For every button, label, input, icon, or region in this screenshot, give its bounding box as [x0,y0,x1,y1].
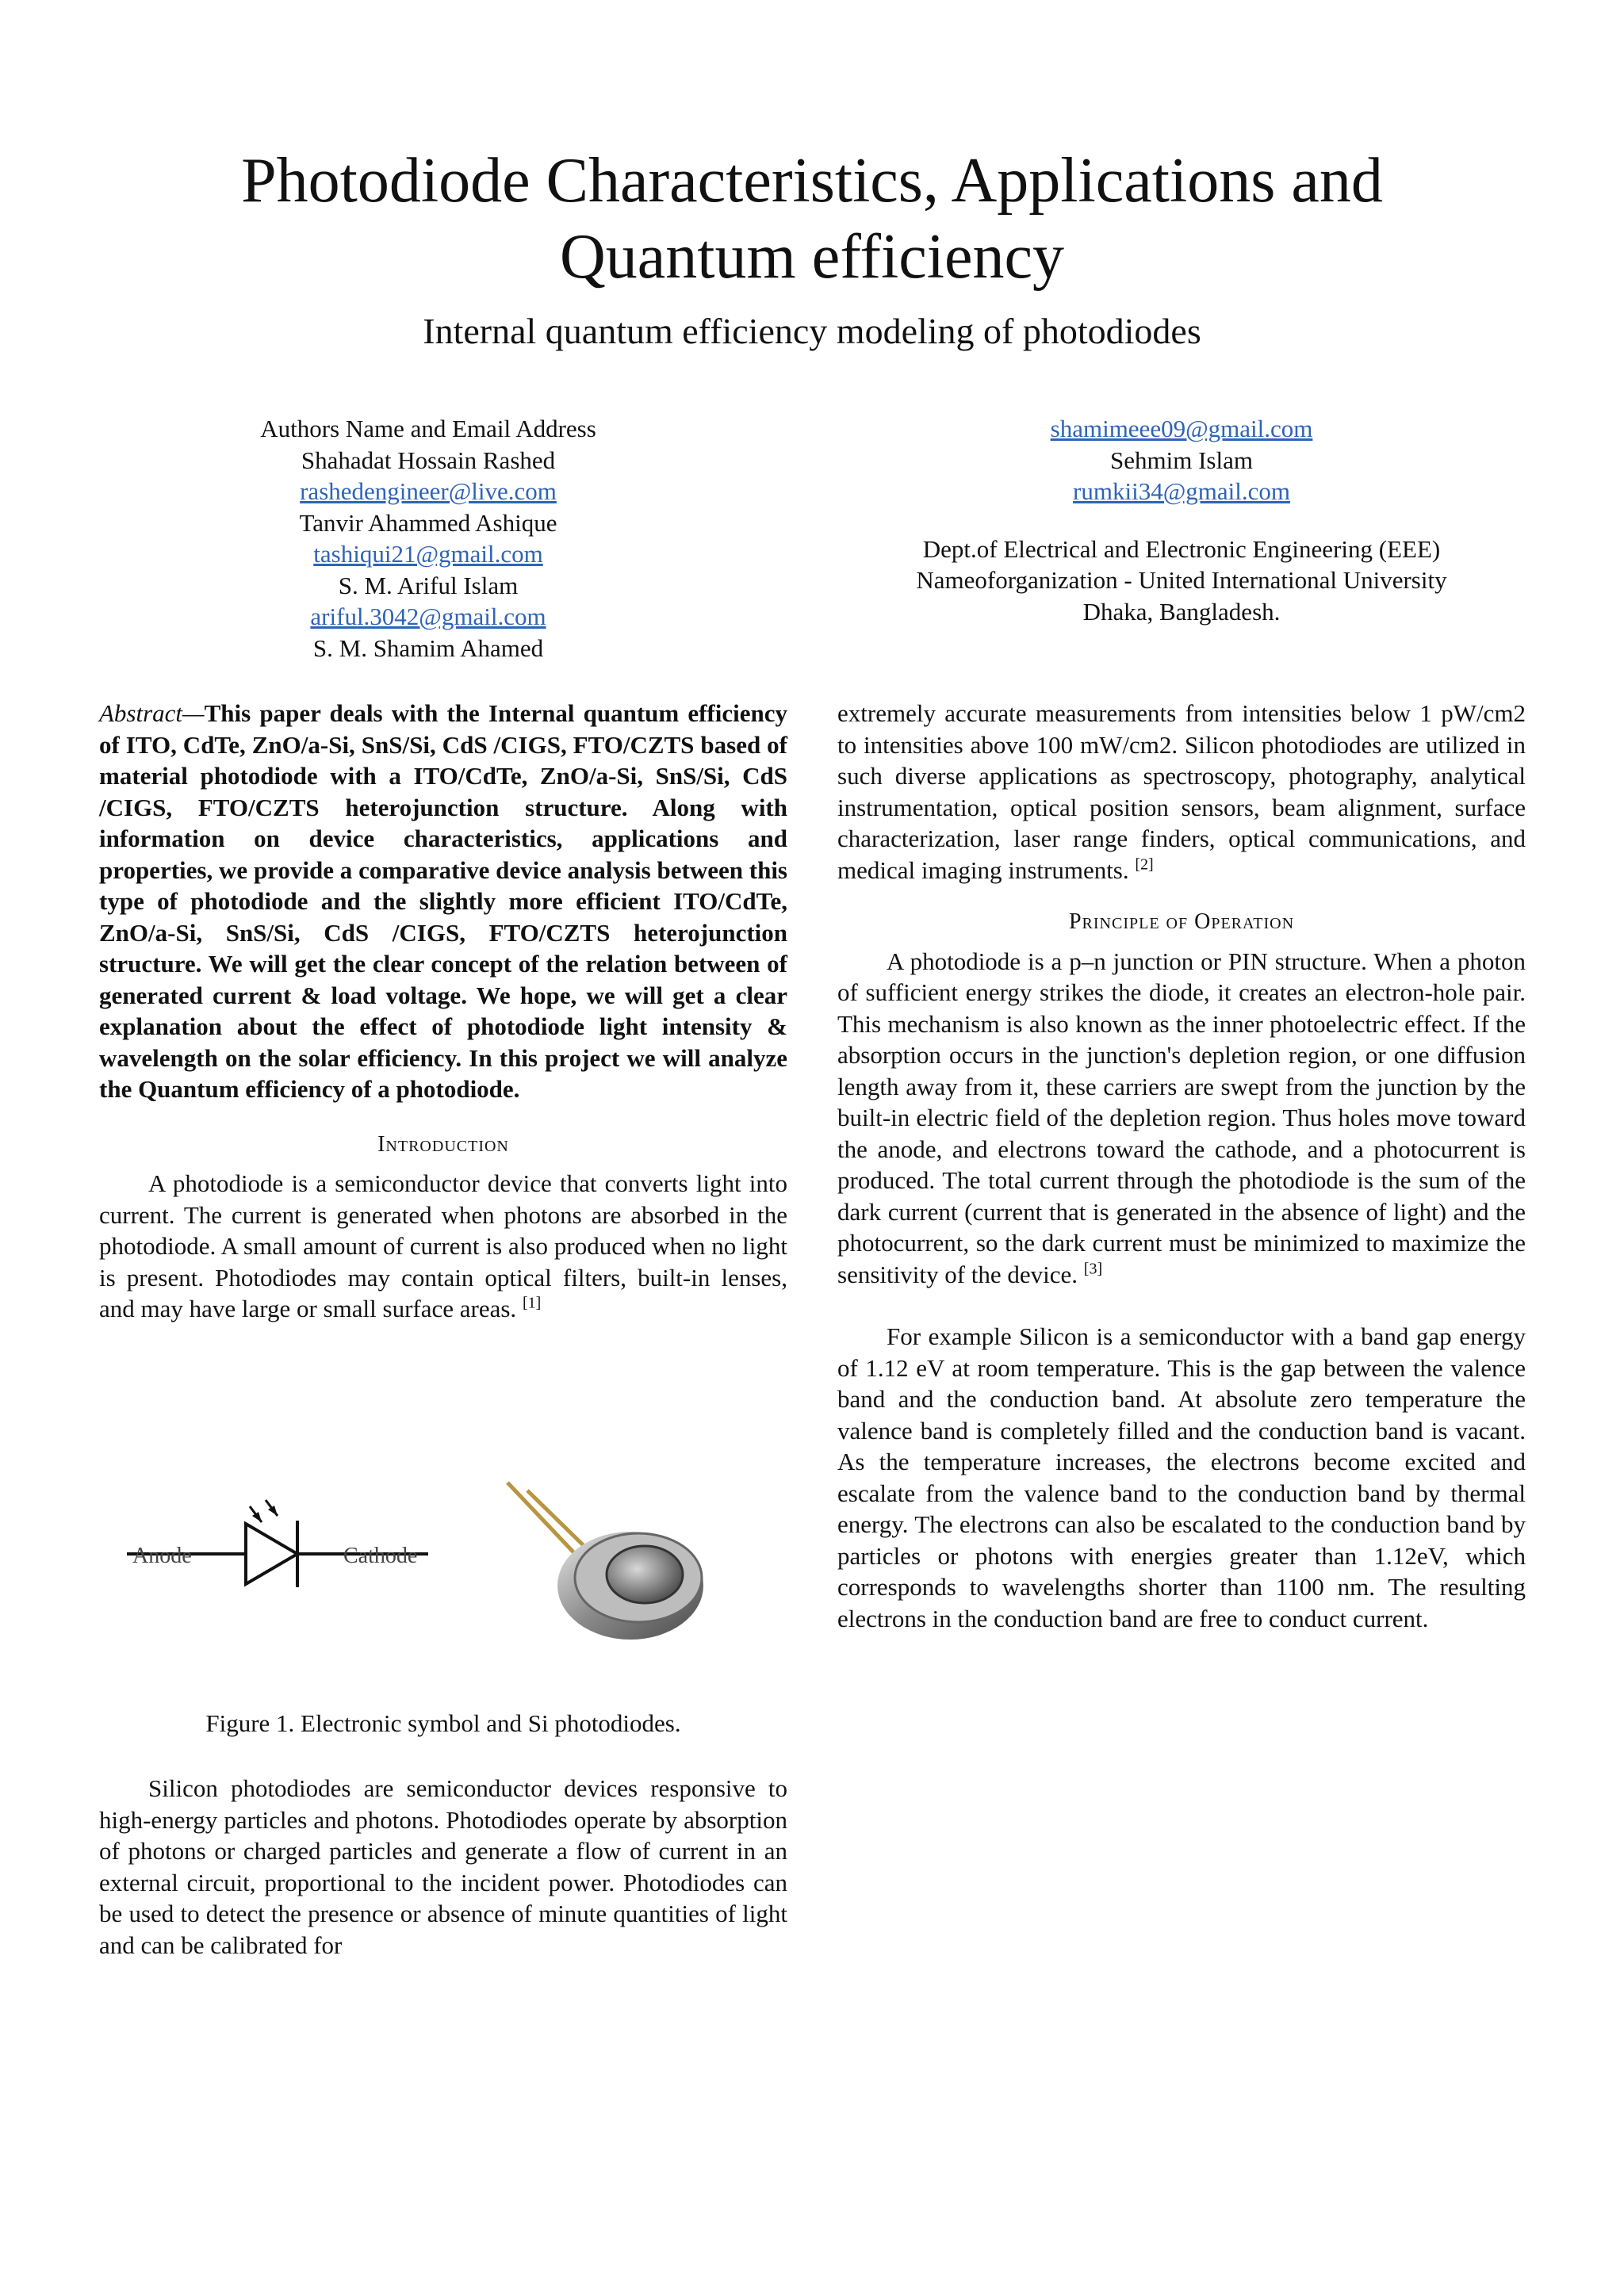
abstract-text: This paper deals with the Internal quantum efficiency of ITO, CdTe, ZnO/a-Si, SnS/Si, CdS /CIGS, FTO/CZTS based of material photodiode with a ITO/CdTe, ZnO/a-Si, SnS/Si, CdS /CIGS, FTO/CZTS heterojunction structure. Along with information on device characteristics, applications and properties, we provide a comparative device analysis between this type of photodiode and the slightly more efficient ITO/CdTe, ZnO/a-Si, SnS/Si, CdS /CIGS, FTO/CZTS heterojunction structure. We will get the clear concept of the relation between of generated current & load voltage. We hope, we will get a clear explanation about the effect of photodiode light intensity & wavelength on the solar efficiency. In this project we will analyze the Quantum efficiency of a photodiode. [99,699,787,1103]
authors-left [182,413,674,664]
author-name: S. M. Shamim Ahamed [312,633,544,662]
author-name: Sehmim Islam [1110,446,1253,474]
author-email-link[interactable]: rumkii34@gmail.com [1073,477,1290,505]
affiliation-location: Dhaka, Bangladesh. [1082,597,1281,626]
photodiode-photo [480,1475,710,1649]
citation-ref: [3] [1083,1260,1103,1278]
intro-paragraph-1 [99,1168,787,1325]
intro-paragraph-2-block [99,1773,787,1961]
section-heading-introduction: Introduction [377,1131,509,1157]
cathode-label: Cathode [343,1544,418,1568]
diode-symbol [127,1475,428,1594]
author-email-link[interactable]: rashedengineer@live.com [300,477,557,505]
principle-paragraph-text: A photodiode is a p–n junction or PIN structure. When a photon of sufficient energy strikes the diode, it creates an electron-hole pair. This mechanism is also known as the inner photoelectric effect. If the absorption occurs in the junction's depletion region, or one diffusion length away from it, these carriers are swept from the junction by the built-in electric field of the depletion region. Thus holes move toward the anode, and electrons toward the cathode, and a photocurrent is produced. The total current through the photodiode is the sum of the dark current (current that is generated in the absence of light) and the photocurrent, so the dark current must be minimized to maximize the sensitivity of the device. [837,947,1526,1288]
title-line-2: Quantum efficiency [559,222,1065,292]
authors-right [856,413,1507,627]
author-name: Shahadat Hossain Rashed [301,446,556,474]
anode-label: Anode [132,1544,192,1568]
affiliation-dept: Dept.of Electrical and Electronic Engineering (EEE) [922,534,1441,563]
title-line-1: Photodiode Characteristics, Applications and [241,146,1383,216]
author-name: S. M. Ariful Islam [338,571,519,599]
silicon-paragraph: For example Silicon is a semiconductor with a band gap energy of 1.12 eV at room temperature. This is the gap between the valence band and the conduction band. At absolute zero temperature the valence band is completely filled and the conduction band is vacant. As the temperature increases, the electrons become excited and escalate from the valence band to the conduction band by thermal energy. The electrons can also be escalated to the conduction band by particles or photons with energies greater than 1.12eV, which corresponds to wavelengths shorter than 1100 nm. The resulting electrons in the conduction band are free to conduct current. [837,1322,1526,1632]
citation-ref: [1] [522,1294,542,1312]
principle-paragraph [837,946,1526,1291]
author-email-link[interactable]: ariful.3042@gmail.com [310,603,546,630]
photodiode-photo-graphic [480,1475,710,1649]
abstract-label: Abstract— [99,699,205,727]
affiliation-org: Nameoforganization - United International University [916,566,1447,594]
continued-paragraph [837,698,1526,886]
diode-symbol-graphic [127,1475,428,1594]
right-column [837,698,1526,1634]
intro-paragraph-2: Silicon photodiodes are semiconductor devices responsive to high-energy particles and photons. Photodiodes operate by absorption of photons or charged particles and generate a flow of current in an external circuit, proportional to the incident power. Photodiodes can be used to detect the presence or absence of minute quantities of light and can be calibrated for [99,1774,787,1959]
left-column [99,698,787,1325]
author-email-link[interactable]: shamimeee09@gmail.com [1050,415,1313,442]
author-email-link[interactable]: tashiqui21@gmail.com [313,540,543,568]
continued-paragraph-text: extremely accurate measurements from intensities below 1 pW/cm2 to intensities above 100 mW/cm2. Silicon photodiodes are utilized in such diverse applications as spectroscopy, photography, analytical instrumentation, optical position sensors, beam alignment, surface characterization, laser range finders, optical communications, and medical imaging instruments. [837,699,1526,884]
intro-paragraph-1-text: A photodiode is a semiconductor device that converts light into current. The current is generated when photons are absorbed in the photodiode. A small amount of current is also produced when no light is present. Photodiodes may contain optical filters, built-in lenses, and may have large or small surface areas. [99,1169,787,1322]
authors-heading: Authors Name and Email Address [260,415,596,442]
abstract [99,698,787,1105]
paper-subtitle: Internal quantum efficiency modeling of photodiodes [423,311,1201,351]
author-name: Tanvir Ahammed Ashique [299,508,557,537]
paper-title [0,143,1624,295]
citation-ref: [2] [1135,855,1154,874]
figure-caption: Figure 1. Electronic symbol and Si photodiodes. [205,1709,681,1737]
section-heading-principle: Principle of Operation [1068,909,1295,934]
